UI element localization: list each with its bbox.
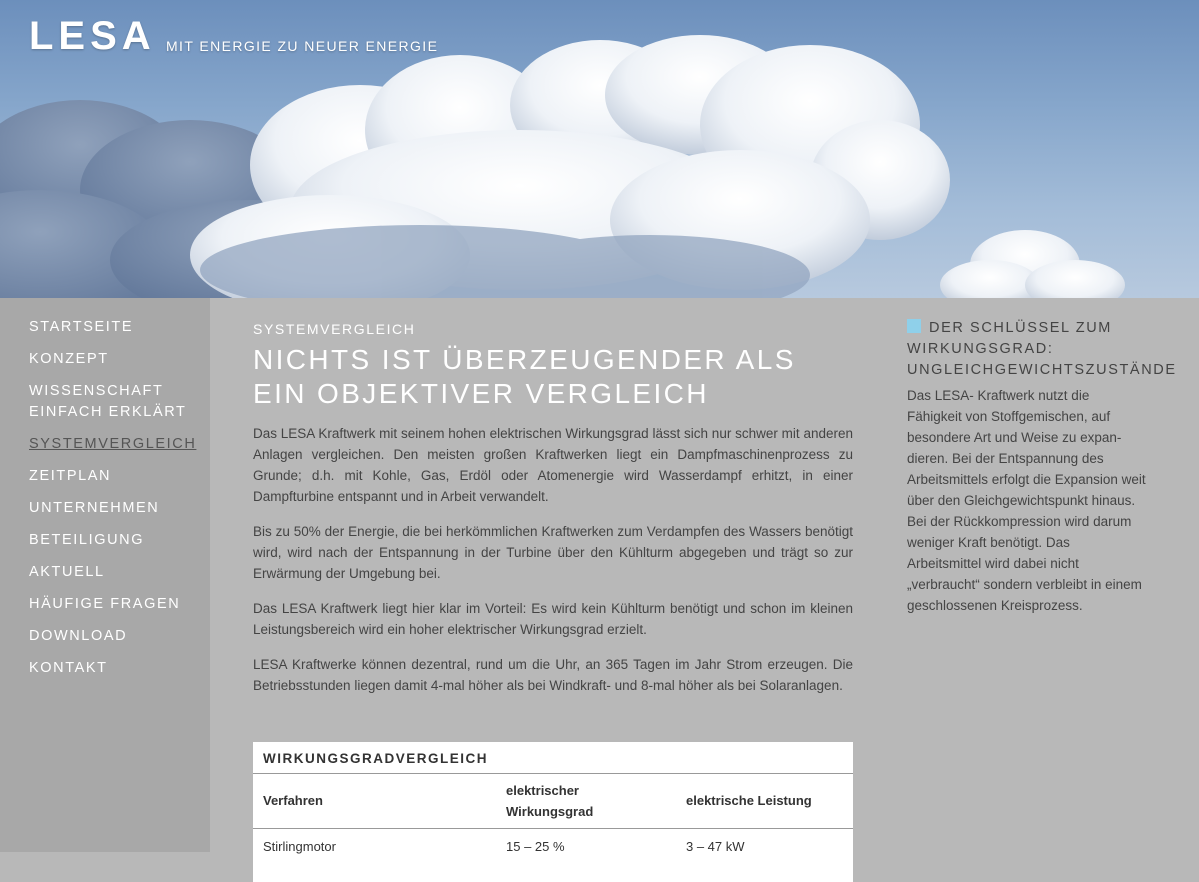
table-cell: 15 – 25 %	[506, 839, 565, 854]
table-row	[253, 829, 853, 869]
nav-item-kontakt[interactable]: KONTAKT	[29, 660, 108, 676]
info-heading-text: DER SCHLÜSSEL ZUM WIRKUNGSGRAD: UNGLEICHGEWICHTSZUSTÄNDE	[907, 320, 1177, 378]
body-paragraph: Bis zu 50% der Energie, die bei herkömmlichen Kraftwerken zum Verdampfen des Wassers benötigt wird, wird nach der Entspannung in der Turbine über den Kühlturm abgegeben und trägt so zur Erwärmung der Umgebung bei.	[253, 524, 853, 581]
body-paragraph: Das LESA Kraftwerk liegt hier klar im Vorteil: Es wird kein Kühlturm benötigt und schon im kleinen Leistungsbereich wird ein hoher elektrischer Wirkungsgrad erzielt.	[253, 601, 853, 637]
page-title: NICHTS IST ÜBERZEUGENDER ALS EIN OBJEKTIVER VERGLEICH	[253, 344, 796, 409]
body-paragraph: Das LESA Kraftwerk mit seinem hohen elektrischen Wirkungsgrad lässt sich nur schwer mit anderen Anlagen vergleichen. Den meisten großen Kraftwerken liegt ein Dampfmaschinenprozess zu Grunde; d.h. mit Kohle, Gas, Erdöl oder Atomenergie wird Wasserdampf erhitzt, in einer Dampfturbine entspannt und in Arbeit verwandelt.	[253, 426, 853, 504]
info-text: Das LESA- Kraftwerk nutzt die Fähigkeit von Stoffgemischen, auf besondere Art und Weise zu expandieren. Bei der Entspannung des Arbeitsmittels erfolgt die Expansion weit über den Gleichgewichtspunkt hinaus. Bei der Rückkompression wird darum weniger Kraft benötigt. Das Arbeitsmittel wird dabei nicht „verbraucht“ sondern verbleibt in einem geschlossenen Kreisprozess.	[907, 388, 1146, 613]
site-slogan: MIT ENERGIE ZU NEUER ENERGIE	[166, 38, 439, 54]
header-banner	[0, 0, 1199, 298]
nav-item-unternehmen[interactable]: UNTERNEHMEN	[29, 500, 160, 516]
nav-item-aktuell[interactable]: AKTUELL	[29, 564, 105, 580]
column-header-wirkungsgrad: elektrischer Wirkungsgrad	[506, 783, 594, 819]
accent-square-icon	[907, 319, 921, 333]
info-sidebar	[907, 298, 1182, 616]
table-title: WIRKUNGSGRADVERGLEICH	[253, 742, 853, 774]
table-cell: 3 – 47 kW	[686, 839, 745, 854]
nav-item-wissenschaft[interactable]: WISSENSCHAFT EINFACH ERKLÄRT	[29, 383, 187, 420]
main-content	[253, 298, 853, 854]
nav-item-download[interactable]: DOWNLOAD	[29, 628, 128, 644]
body-paragraph: LESA Kraftwerke können dezentral, rund um die Uhr, an 365 Tagen im Jahr Strom erzeugen. Die Betriebsstunden liegen damit 4-mal höher als bei Windkraft- und 8-mal höher als bei Solaranlagen.	[253, 657, 853, 693]
efficiency-comparison-table	[253, 742, 853, 882]
info-heading	[907, 318, 1182, 381]
table-header-row	[253, 774, 853, 829]
column-header-leistung: elektrische Leistung	[686, 793, 812, 808]
nav-item-beteiligung[interactable]: BETEILIGUNG	[29, 532, 145, 548]
nav-item-startseite[interactable]: STARTSEITE	[29, 319, 134, 335]
column-header-verfahren: Verfahren	[263, 793, 323, 808]
sidebar-nav	[0, 298, 210, 852]
table-cell: Stirlingmotor	[263, 839, 336, 854]
nav-item-haeufige-fragen[interactable]: HÄUFIGE FRAGEN	[29, 596, 181, 612]
nav-item-zeitplan[interactable]: ZEITPLAN	[29, 468, 112, 484]
site-logo[interactable]: LESA	[29, 14, 156, 58]
section-kicker: SYSTEMVERGLEICH	[253, 321, 416, 337]
nav-item-systemvergleich[interactable]: SYSTEMVERGLEICH	[29, 436, 197, 452]
nav-item-konzept[interactable]: KONZEPT	[29, 351, 109, 367]
